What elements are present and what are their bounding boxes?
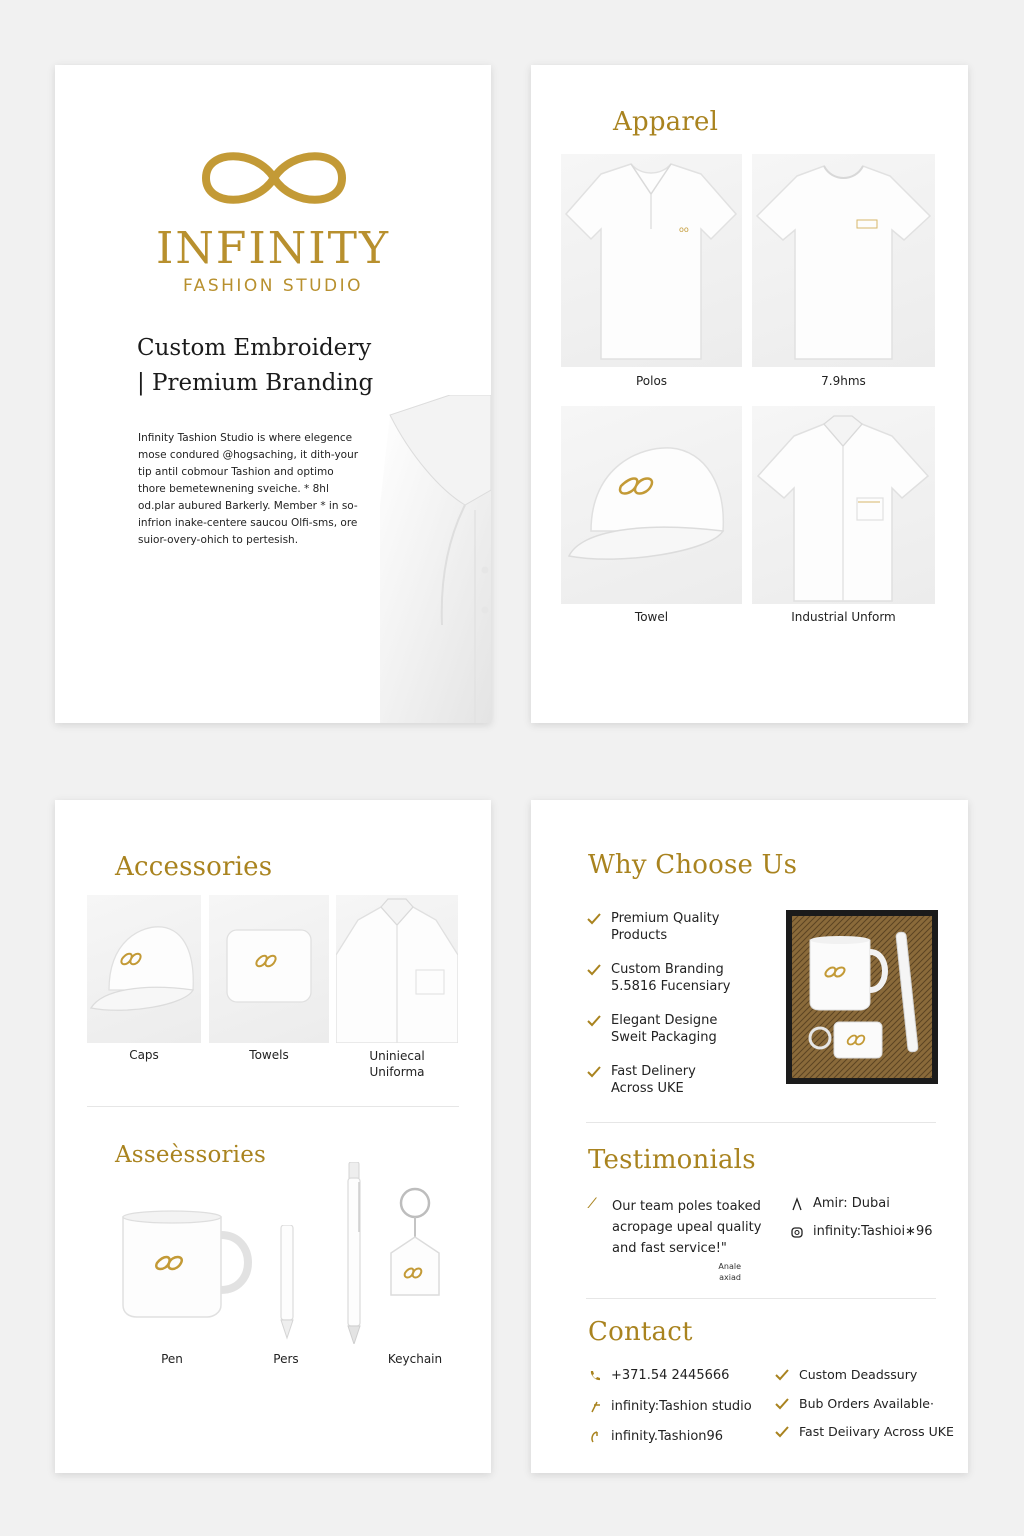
infinity-logo-icon [198,141,350,215]
product-tile [561,406,742,604]
intro-line: mose condured @hogsaching, it dith-your [138,449,359,461]
cover-panel [55,65,491,723]
intro-paragraph [138,430,368,549]
product-tile [752,406,935,604]
product-label: Pers [273,1352,299,1366]
contact-website-row[interactable] [588,1399,752,1414]
contact-phone-row[interactable] [588,1368,729,1383]
quote-line: Our team poles toaked [612,1199,761,1214]
author-line: axiad [719,1273,741,1282]
pen-icon [277,1225,297,1340]
contact-feature [774,1395,934,1412]
section-divider [87,1106,459,1107]
contact-title: Contact [588,1317,693,1347]
apparel-title: Apparel [613,107,719,137]
towel-icon [209,895,329,1043]
product-label: Towel [634,610,669,624]
tshirt-icon [752,154,935,367]
contact-instagram-row[interactable] [588,1429,723,1444]
checkmark-icon [586,911,602,927]
product-label: Industrial Unform [791,610,896,624]
testimonials-title: Testimonials [588,1145,756,1175]
testimonial-name-row [790,1196,890,1211]
brand-subtitle: FASHION STUDIO [182,276,364,296]
gift-box-photo [786,910,938,1084]
instagram-icon [790,1225,804,1239]
testimonial-handle[interactable]: infinity:Tashioi∗96 [813,1224,933,1239]
tagline-line-1: Custom Embroidery [137,335,372,361]
section-divider [586,1122,936,1123]
link-icon [588,1400,602,1414]
why-point-line: Sweit Packaging [611,1030,717,1045]
contact-phone[interactable]: +371.54 2445666 [611,1368,730,1383]
ballpoint-pen-icon [345,1162,363,1344]
product-label-line: Uniforma [369,1065,425,1079]
accessories-panel [55,800,491,1473]
contact-instagram[interactable]: infinity.Tashion96 [611,1429,724,1444]
polo-shirt-photo [380,395,491,723]
person-icon [790,1197,804,1211]
section-divider [586,1298,936,1299]
why-point-line: Across UKE [611,1081,684,1096]
accessories-title-2: Asseèssories [115,1142,267,1168]
product-label: Keychain [387,1352,443,1366]
why-point-line: Custom Branding [611,962,724,977]
why-point-line: Fast Delinery [611,1064,696,1079]
why-point [586,910,719,944]
mug-icon [117,1205,257,1320]
product-label [336,1048,458,1080]
contact-feature [774,1366,917,1383]
contact-feature-text: Custom Deadssury [799,1367,918,1382]
quote-line: and fast service!" [612,1241,727,1256]
keychain-icon [385,1185,445,1303]
contact-feature [774,1423,954,1440]
why-point-line: Elegant Designe [611,1013,718,1028]
svg-text:oo: oo [679,225,689,234]
product-label: Caps [129,1048,159,1062]
cap-icon [87,895,201,1043]
why-point [586,961,730,995]
cap-icon [561,406,742,604]
checkmark-icon [774,1367,790,1383]
instagram-icon [588,1430,602,1444]
phone-icon [588,1369,602,1383]
quote-line: acropage upeal quality [612,1220,762,1235]
intro-line: thore bemetewnening sveiche. * 8hl [138,483,329,495]
checkmark-icon [586,1013,602,1029]
product-tile [209,895,329,1043]
polo-shirt-icon [561,154,742,367]
why-point-line: Premium Quality [611,911,720,926]
shirt-icon [336,895,458,1043]
why-point [586,1063,696,1097]
why-point-line: 5.5816 Fucensiary [611,979,731,994]
product-tile [336,895,458,1043]
testimonial-handle-row [790,1224,933,1239]
checkmark-icon [774,1424,790,1440]
quote-icon: ⁄ [591,1196,594,1212]
product-tile [87,895,201,1043]
testimonial-quote [612,1196,761,1259]
info-panel [531,800,968,1473]
why-choose-title: Why Choose Us [588,850,798,880]
intro-line: infrion inake-centere saucou Olfi-sms, ore [138,517,358,529]
intro-line: Infinity Tashion Studio is where elegence [138,432,353,444]
product-label: Pen [161,1352,183,1366]
brand-name: INFINITY [155,223,391,274]
intro-line: suior-overy-ohich to pertesish. [138,534,299,546]
author-line: Anale [718,1262,741,1271]
contact-feature-text: Fast Deiivary Across UKE [799,1424,954,1439]
contact-website[interactable]: infinity:Tashion studio [611,1399,752,1414]
checkmark-icon [586,1064,602,1080]
work-shirt-icon [752,406,935,604]
product-label: 7.9hms [821,374,866,388]
product-tile [561,154,742,367]
checkmark-icon [586,962,602,978]
product-label: Polos [635,374,668,388]
product-label: Towels [249,1048,289,1062]
testimonial-name: Amir: Dubai [813,1196,890,1211]
product-tile [752,154,935,367]
product-label-line: Uniniecal [369,1049,425,1063]
contact-feature-text: Bub Orders Available· [799,1396,934,1411]
intro-line: tip antil cobmour Tashion and optimo [138,466,334,478]
testimonial-author [711,1261,741,1283]
accessories-title: Accessories [115,852,273,882]
checkmark-icon [774,1396,790,1412]
why-point [586,1012,717,1046]
tagline-line-2: | Premium Branding [137,370,374,396]
intro-line: od.plar aubured Barkerly. Member * in so- [138,500,358,512]
why-point-line: Products [611,928,668,943]
apparel-panel [531,65,968,723]
